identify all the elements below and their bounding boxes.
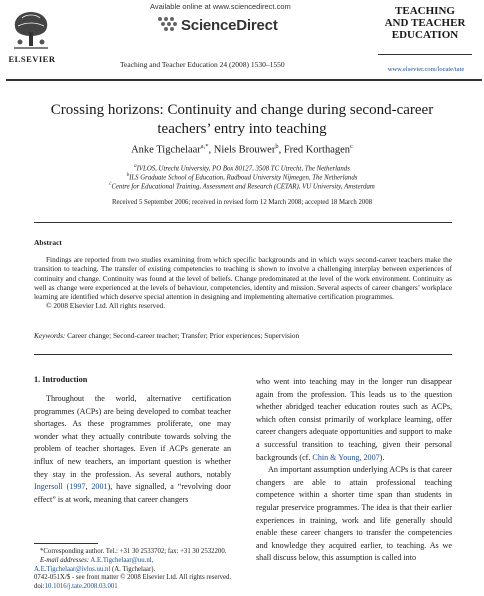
abstract-text bbox=[34, 255, 452, 311]
doi-line bbox=[34, 582, 454, 591]
abstract-copyright: © 2008 Elsevier Ltd. All rights reserved. bbox=[46, 301, 166, 311]
citation-link[interactable]: 2001 bbox=[91, 482, 108, 492]
keywords-list: Career change; Second-career teacher; Transfer; Prior experiences; Supervision bbox=[65, 331, 300, 340]
paper-title bbox=[20, 101, 464, 139]
email-owner: (A. Tigchelaar). bbox=[110, 566, 156, 573]
title-line: Crossing horizons: Continuity and change during second-career bbox=[50, 102, 434, 118]
footnote bbox=[34, 547, 234, 574]
author-superscript: c bbox=[350, 143, 353, 150]
corresponding-author-note: *Corresponding author. Tel.: +31 30 2533702; fax: +31 30 2532200. bbox=[40, 548, 227, 555]
affiliation-marker: c bbox=[109, 182, 112, 187]
journal-title-line: AND TEACHER bbox=[384, 17, 466, 29]
citation-link[interactable]: Chin & Young, 2007 bbox=[312, 452, 380, 462]
body-text: ), have signalled, a “revolving door effect” is at work, meaning that career changers bbox=[34, 482, 232, 504]
footnote-rule bbox=[34, 543, 98, 544]
affiliation-text: ILS Graduate School of Education, Radboud University Nijmegen, The Netherlands bbox=[129, 174, 358, 182]
left-column bbox=[34, 393, 231, 506]
author-name: , Fred Korthagen bbox=[278, 144, 351, 156]
body-text: Throughout the world, alternative certification programmes (ACPs) are being developed to combat teacher shortages. As these programmes proliferate, one may wonder what they actually contribute towards solving the problem of teacher shortages. Even if ACPs generate an influx of new teachers, an important question is whether they stay in the profession. As several authors, notably bbox=[34, 394, 231, 479]
issn-line: 0742-051X/$ - see front matter © 2008 Elsevier Ltd. All rights reserved. bbox=[34, 574, 232, 581]
body-paragraph: An important assumption underlying ACPs is that career changers are able to attain professional teaching competence within a shorter time span than students in regular preservice programmes. The idea is that their earlier experiences in training, work and life generally should enable these career changers to transfer the competencies and knowledge they acquired earlier, to teaching. As we shall discuss below, this assumption is called into bbox=[256, 465, 452, 563]
journal-title bbox=[373, 5, 477, 41]
abstract-heading: Abstract bbox=[34, 238, 62, 247]
affiliation bbox=[20, 182, 464, 190]
title-line: teachers’ entry into teaching bbox=[157, 121, 327, 137]
abstract-top-rule bbox=[34, 222, 452, 223]
author-list bbox=[20, 143, 464, 156]
abstract-paragraph: Findings are reported from two studies examining from which specific backgrounds and in which ways second-career teachers make the transition to teaching. The transfer of existing competencies to teaching is shown to involve a challenging interplay between experiences of continuity and change. Continuity was found at the level of beliefs. Change predominated at the level of the work environment. Continuity as well as change were experienced at the levels of behaviour, competencies, identity and mission. Several aspects of career changers’ workplace learning are identified which deserve special attention in designing and implementing alternative certification programmes. bbox=[34, 255, 452, 302]
affiliation-text: IVLOS, Utrecht University, PO Box 80127, 3508 TC Utrecht, The Netherlands bbox=[136, 165, 350, 173]
email-line bbox=[34, 556, 234, 565]
doi-link[interactable]: 10.1016/j.tate.2008.03.001 bbox=[44, 583, 118, 590]
citation-link[interactable]: Ingersoll bbox=[34, 482, 63, 492]
citation-link[interactable]: (1997 bbox=[66, 482, 86, 492]
journal-title-line: TEACHING bbox=[395, 5, 455, 17]
publisher-name: ELSEVIER bbox=[8, 54, 56, 64]
journal-url-link[interactable]: www.elsevier.com/locate/tate bbox=[387, 66, 465, 73]
keywords bbox=[34, 331, 452, 340]
author-name: , Niels Brouwer bbox=[208, 144, 276, 156]
right-column bbox=[256, 376, 452, 565]
header-divider bbox=[6, 79, 482, 81]
body-text: ). bbox=[379, 452, 385, 462]
affiliation-marker: b bbox=[126, 173, 130, 178]
journal-title-line: EDUCATION bbox=[391, 29, 459, 41]
author-superscript: b bbox=[275, 143, 279, 150]
author-name: Anke Tigchelaar bbox=[131, 144, 201, 156]
affiliation-text: Centre for Educational Training, Assessment and Research (CETAR), VU University, Amsterdam bbox=[111, 183, 375, 191]
received-dates: Received 5 September 2006; received in revised form 12 March 2008; accepted 18 March 2008 bbox=[111, 199, 373, 206]
body-text: who went into teaching may in the longer run disappear again from the profession. This leads us to the question whether abridged teacher education routes such as ACPs, which often consist primarily of workplace learning, offer career changers adequate opportunities and support to make a successful transition to teaching, given their personal backgrounds (cf. bbox=[256, 377, 452, 462]
email-link[interactable]: A.E.Tigchelaar@uu.nl, bbox=[89, 557, 154, 564]
keywords-label: Keywords: bbox=[34, 331, 66, 340]
affiliation bbox=[20, 173, 464, 181]
body-paragraph bbox=[256, 376, 452, 464]
body-text: , bbox=[85, 482, 92, 492]
body-paragraph bbox=[34, 393, 231, 506]
journal-title-rule bbox=[378, 54, 472, 55]
author-superscript: a,* bbox=[200, 143, 209, 150]
affiliation bbox=[20, 164, 464, 172]
doi-label: doi: bbox=[34, 583, 45, 590]
email-label: E-mail addresses: bbox=[40, 557, 90, 564]
abstract-bottom-rule bbox=[34, 354, 452, 355]
page-footer bbox=[34, 573, 454, 591]
email-link[interactable]: A.E.Tigchelaar@ivlos.uu.nl bbox=[34, 566, 111, 573]
section-heading: 1. Introduction bbox=[34, 375, 88, 384]
elsevier-tree-logo bbox=[8, 4, 54, 52]
affiliation-marker: a bbox=[134, 164, 137, 169]
journal-reference: Teaching and Teacher Education 24 (2008) 1530–1550 bbox=[120, 60, 285, 69]
sciencedirect-wordmark[interactable]: ScienceDirect bbox=[181, 17, 278, 34]
available-online-text: Available online at www.sciencedirect.com bbox=[150, 2, 291, 11]
